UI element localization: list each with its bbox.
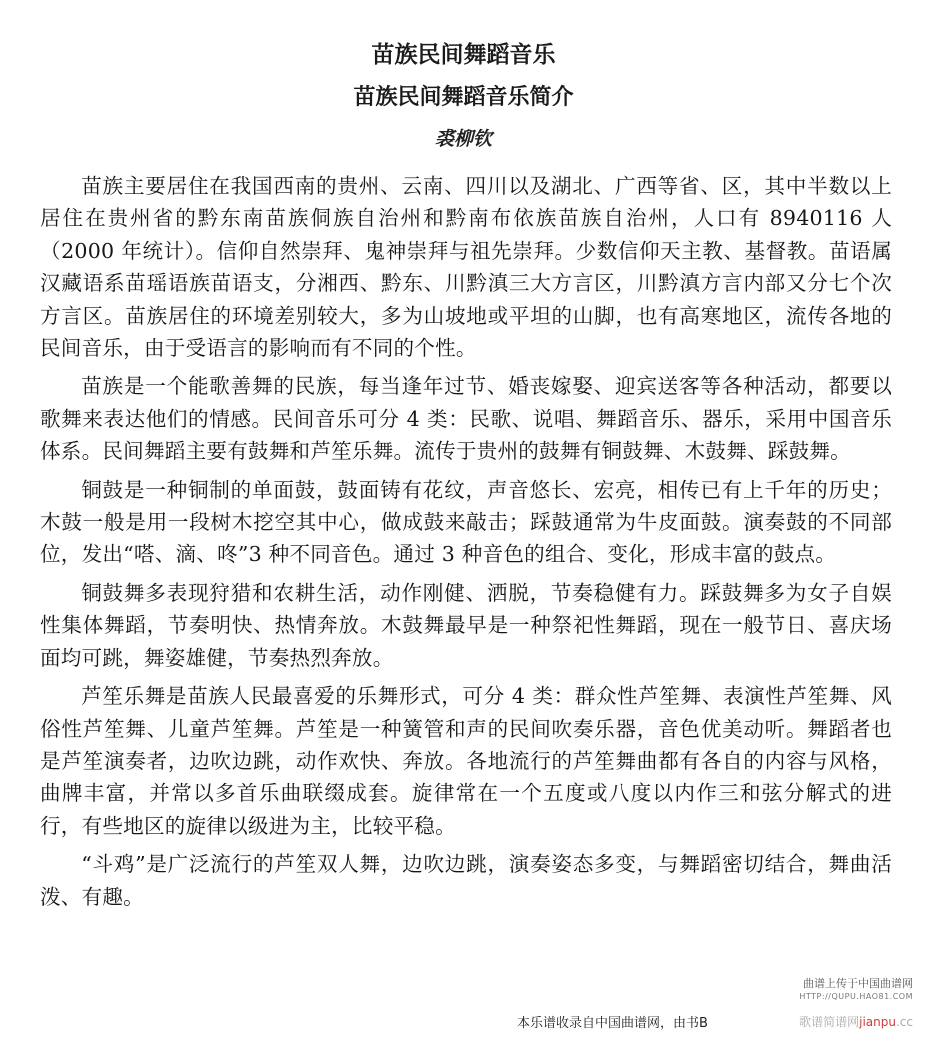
article-body (40, 170, 892, 919)
watermark-url: HTTP://QUPU.HAO81.COM (799, 992, 913, 1001)
paragraph-4: 铜鼓舞多表现狩猎和农耕生活，动作刚健、洒脱，节奏稳健有力。踩鼓舞多为女子自娱性集体舞蹈，节奏明快、热情奔放。木鼓舞最早是一种祭祀性舞蹈，现在一般节日、喜庆场面均可跳，舞姿雄健，节奏热烈奔放。 (40, 580, 892, 670)
page-subtitle: 苗族民间舞蹈音乐简介 (353, 85, 574, 110)
paragraph-1: 苗族主要居住在我国西南的贵州、云南、四川以及湖北、广西等省、区，其中半数以上居住在贵州省的黔东南苗族侗族自治州和黔南布依族苗族自治州，人口有 8940116 人（2000 年统计）。信仰自然崇拜、鬼神崇拜与祖先崇拜。少数信仰天主教、基督教。苗语属汉藏语系苗瑶语族苗语支，分湘西、黔东、川黔滇三大方言区，川黔滇方言内部又分七个次方言区。苗族居住的环境差别较大，多为山坡地或平坦的山脚，也有高寒地区，流传各地的民间音乐，由于受语言的影响而有不同的个性。 (40, 174, 892, 361)
watermark-site-suffix: .cc (895, 1015, 913, 1029)
author-name: 裘柳钦 (434, 128, 492, 150)
paragraph-2: 苗族是一个能歌善舞的民族，每当逢年过节、婚丧嫁娶、迎宾送客等各种活动，都要以歌舞来表达他们的情感。民间音乐可分 4 类：民歌、说唱、舞蹈音乐、器乐，采用中国音乐体系。民间舞蹈主要有鼓舞和芦笙乐舞。流传于贵州的鼓舞有铜鼓舞、木鼓舞、踩鼓舞。 (40, 374, 892, 464)
watermark-site-highlight: jianpu (859, 1015, 896, 1029)
watermark-site-prefix: 歌谱简谱网 (799, 1015, 860, 1029)
page-title: 苗族民间舞蹈音乐 (371, 42, 556, 68)
paragraph-6: “斗鸡”是广泛流行的芦笙双人舞，边吹边跳，演奏姿态多变，与舞蹈密切结合，舞曲活泼、有趣。 (40, 852, 892, 909)
watermark-site-name (799, 1013, 913, 1030)
paragraph-3: 铜鼓是一种铜制的单面鼓，鼓面铸有花纹，声音悠长、宏亮，相传已有上千年的历史；木鼓一般是用一段树木挖空其中心，做成鼓来敲击；踩鼓通常为牛皮面鼓。演奏鼓的不同部位，发出“嗒、滴、咚”3 种不同音色。通过 3 种音色的组合、变化，形成丰富的鼓点。 (40, 477, 892, 567)
site-watermark (799, 975, 913, 1030)
footer-note: 本乐谱收录自中国曲谱网，由书B (517, 1016, 708, 1031)
watermark-upload-note: 曲谱上传于中国曲谱网 (803, 977, 913, 990)
paragraph-5: 芦笙乐舞是苗族人民最喜爱的乐舞形式，可分 4 类：群众性芦笙舞、表演性芦笙舞、风俗性芦笙舞、儿童芦笙舞。芦笙是一种簧管和声的民间吹奏乐器，音色优美动听。舞蹈者也是芦笙演奏者，边吹边跳，动作欢快、奔放。各地流行的芦笙舞曲都有各自的内容与风格，曲牌丰富，并常以多首乐曲联缀成套。旋律常在一个五度或八度以内作三和弦分解式的进行，有些地区的旋律以级进为主，比较平稳。 (40, 684, 892, 838)
